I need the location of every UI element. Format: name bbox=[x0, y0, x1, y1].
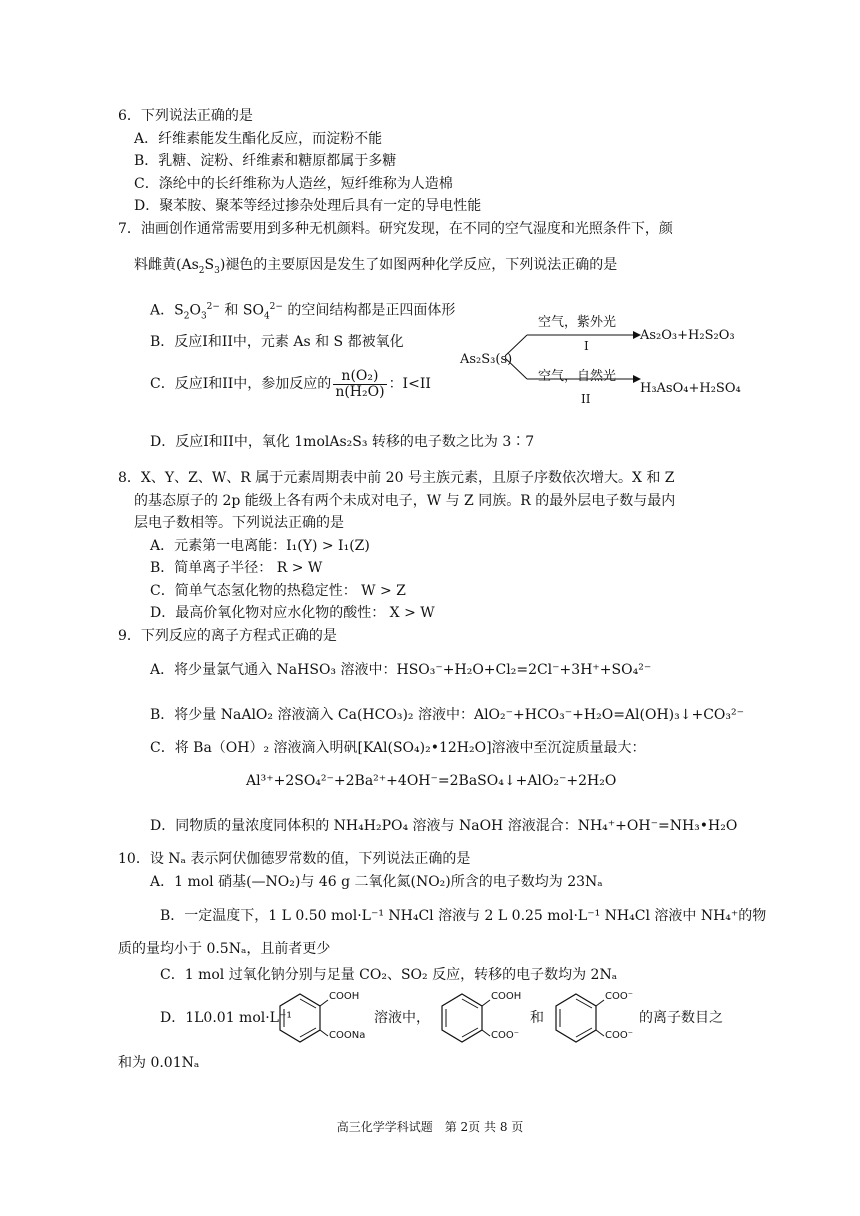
scheme-bottom-condition: 空气，自然光 bbox=[538, 369, 617, 384]
q8-option-a: A．元素第一电离能：I₁(Y) > I₁(Z) bbox=[150, 538, 370, 554]
structure-3-bottom-group: COO⁻ bbox=[605, 1030, 634, 1041]
q7-option-a: A．$S_2O_3^{2-}$ 和 $SO_4^{2-}$ 的空间结构都是正四面体形 bbox=[150, 302, 456, 322]
q7-a-suffix: 的空间结构都是正四面体形 bbox=[287, 302, 456, 319]
q7-stem2-pre: 料雌黄 bbox=[134, 257, 176, 273]
q9-option-c-equation: Al³⁺+2SO₄²⁻+2Ba²⁺+4OH⁻=2BaSO₄↓+AlO₂⁻+2H₂O bbox=[246, 773, 617, 789]
scheme-top-label: I bbox=[584, 339, 589, 353]
q6-option-b: B．乳糖、淀粉、纤维素和糖原都属于多糖 bbox=[134, 153, 397, 169]
q8-option-b: B．简单离子半径： R > W bbox=[150, 560, 323, 576]
q10-option-d-prefix: D．1L0.01 mol·L⁻¹ bbox=[160, 1010, 292, 1026]
q10-option-b-line1: B．一定温度下，1 L 0.50 mol·L⁻¹ NH₄Cl 溶液与 2 L 0.25 mol·L⁻¹ NH₄Cl 溶液中 NH₄⁺的物 bbox=[160, 908, 767, 924]
q6-option-a: A．纤维素能发生酯化反应，而淀粉不能 bbox=[134, 131, 383, 147]
q6-option-c: C．涤纶中的长纤维称为人造丝，短纤维称为人造棉 bbox=[134, 176, 453, 192]
structure-3-top-group: COO⁻ bbox=[605, 991, 634, 1002]
q7-a-and: 和 bbox=[224, 302, 239, 319]
q7-stem-line2 bbox=[134, 255, 617, 281]
q7-option-d: D．反应I和II中，氧化 1molAs₂S₃ 转移的电子数之比为 3∶7 bbox=[150, 434, 535, 450]
structure-2-top-group: COOH bbox=[491, 991, 522, 1002]
q8-stem-line3: 层电子数相等。下列说法正确的是 bbox=[134, 515, 344, 531]
scheme-top-product: As₂O₃+H₂S₂O₃ bbox=[640, 328, 735, 343]
q7-as2s3-formula: $(As_2S_3)$ bbox=[176, 257, 226, 276]
q10-option-d-suffix: 的离子数目之 bbox=[639, 1010, 723, 1026]
q9-option-c: C．将 Ba（OH）₂ 溶液滴入明矾[KAl(SO₄)₂•12H₂O]溶液中至沉淀质量最大： bbox=[150, 740, 646, 756]
benzene-structure-1 bbox=[272, 988, 376, 1048]
q7-stem2-post: 褪色的主要原因是发生了如图两种化学反应，下列说法正确的是 bbox=[225, 257, 618, 273]
scheme-reactant: As₂S₃(s) bbox=[460, 352, 513, 367]
q6-stem: 6．下列说法正确的是 bbox=[118, 108, 253, 124]
q7-c-prefix: C．反应I和II中，参加反应的 bbox=[150, 376, 332, 392]
page-footer: 高三化学学科试题 第 2页 共 8 页 bbox=[336, 1120, 524, 1134]
q7-a-prefix: A． bbox=[150, 302, 175, 319]
q10-option-d-mid2: 和 bbox=[530, 1010, 544, 1026]
scheme-top-condition: 空气，紫外光 bbox=[538, 315, 617, 330]
q8-stem-line1: 8．X、Y、Z、W、R 属于元素周期表中前 20 号主族元素，且原子序数依次增大。X 和 Z bbox=[118, 470, 675, 486]
q7-option-c bbox=[150, 365, 431, 403]
q7-stem-line1: 7．油画创作通常需要用到多种无机颜料。研究发现，在不同的空气湿度和光照条件下，颜 bbox=[118, 221, 673, 237]
structure-2-bottom-group: COO⁻ bbox=[491, 1030, 520, 1041]
q8-option-c: C．简单气态氢化物的热稳定性： W > Z bbox=[150, 583, 406, 599]
q8-option-d: D．最高价氧化物对应水化物的酸性： X > W bbox=[150, 605, 435, 621]
q10-option-b-line2: 质的量均小于 0.5Nₐ，且前者更少 bbox=[118, 941, 331, 957]
q9-option-b: B．将少量 NaAlO₂ 溶液滴入 Ca(HCO₃)₂ 溶液中：AlO₂⁻+HCO₃⁻+H₂O=Al(OH)₃↓+CO₃²⁻ bbox=[150, 707, 745, 723]
q10-option-a: A．1 mol 硝基(—NO₂)与 46 g 二氧化氮(NO₂)所含的电子数均为 23Nₐ bbox=[150, 874, 603, 890]
scheme-branch-top bbox=[505, 335, 527, 356]
q7-c-fraction bbox=[333, 369, 386, 400]
q10-option-c: C．1 mol 过氧化钠分别与足量 CO₂、SO₂ 反应，转移的电子数均为 2Nₐ bbox=[160, 967, 618, 983]
structure-1-top-group: COOH bbox=[329, 991, 360, 1002]
q7-c-denominator: n(H₂O) bbox=[335, 383, 385, 400]
q8-stem-line2: 的基态原子的 2p 能级上各有两个未成对电子，W 与 Z 同族。R 的最外层电子数与最内 bbox=[134, 493, 676, 509]
scheme-bottom-label: II bbox=[581, 392, 591, 406]
q9-stem: 9．下列反应的离子方程式正确的是 bbox=[118, 628, 337, 644]
q7-c-numerator: n(O₂) bbox=[333, 369, 386, 385]
benzene-structure-3 bbox=[548, 988, 638, 1048]
structure-1-bottom-group: COONa bbox=[329, 1030, 366, 1041]
scheme-bottom-product: H₃AsO₄+H₂SO₄ bbox=[640, 381, 741, 396]
q6-option-d: D．聚苯胺、聚苯等经过掺杂处理后具有一定的导电性能 bbox=[134, 198, 482, 214]
benzene-structure-2 bbox=[434, 988, 524, 1048]
q7-option-b: B．反应I和II中，元素 As 和 S 都被氧化 bbox=[150, 334, 404, 350]
scheme-branch-bottom bbox=[505, 358, 527, 379]
q9-option-d: D．同物质的量浓度同体积的 NH₄H₂PO₄ 溶液与 NaOH 溶液混合：NH₄⁺+OH⁻=NH₃•H₂O bbox=[150, 818, 738, 834]
q7-c-suffix: ：I<II bbox=[388, 376, 431, 392]
q9-option-a: A．将少量氯气通入 NaHSO₃ 溶液中：HSO₃⁻+H₂O+Cl₂=2Cl⁻+3H⁺+SO₄²⁻ bbox=[150, 662, 652, 678]
q10-stem: 10．设 Nₐ 表示阿伏伽德罗常数的值，下列说法正确的是 bbox=[118, 851, 471, 867]
q10-option-d-mid1: 溶液中， bbox=[374, 1010, 430, 1026]
q10-option-d-line2: 和为 0.01Nₐ bbox=[118, 1055, 200, 1071]
